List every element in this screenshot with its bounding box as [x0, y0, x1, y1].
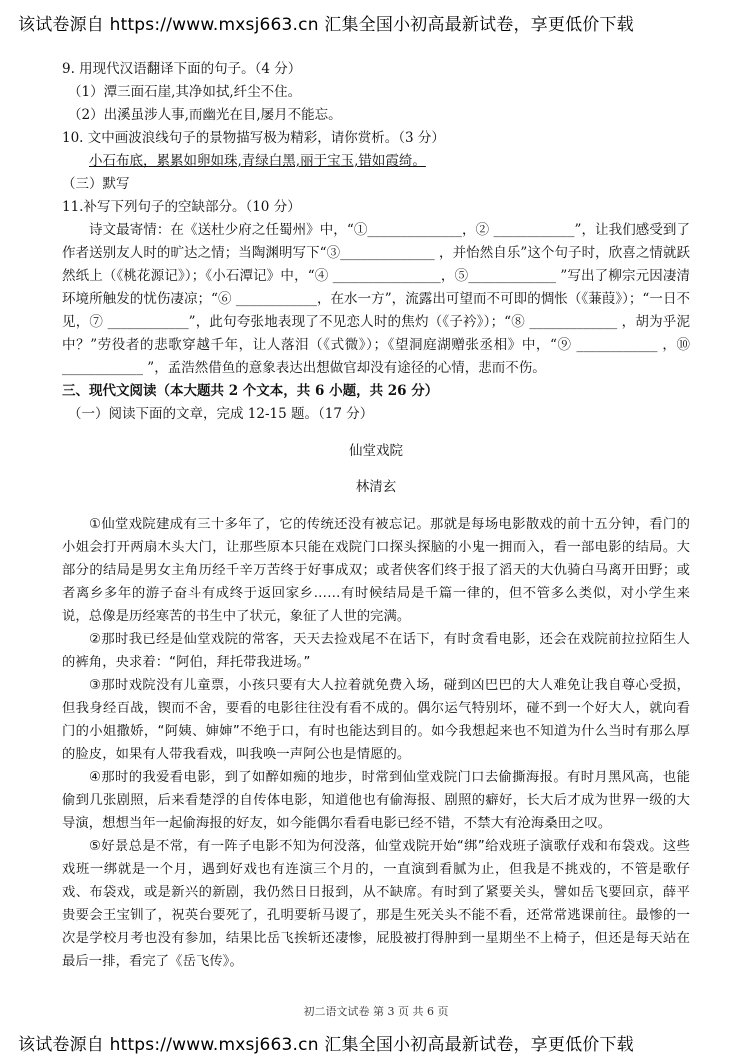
source-banner-top: 该试卷源自 https://www.mxsj663.cn 汇集全国小初高最新试卷，享更低价下载	[18, 15, 634, 35]
source-banner-bottom: 该试卷源自 https://www.mxsj663.cn 汇集全国小初高最新试卷，享更低价下载	[18, 1035, 634, 1055]
question-10-quote: 小石布底，累累如卵如珠,青绿白黑,丽于宝玉,错如霞绮。	[89, 153, 426, 169]
question-9-sentence-1: （1）潭三面石崖,其净如拭,纤尘不住。	[68, 84, 302, 100]
question-10-stem: 10. 文中画波浪线句子的景物描写极为精彩，请你赏析。（3 分）	[62, 130, 445, 146]
story-paragraph-3: ③那时戏院没有儿童票，小孩只要有大人拉着就免费入场，碰到凶巴巴的大人难免让我自尊心受损，但我身经百战，锲而不舍，要看的电影往往没有看不成的。偶尔运气特别坏，碰不到一个好大人，就向看门的小姐撒娇，“阿姨、婶婶”不绝于口，有时也能达到目的。如今我想起来也不知道为什么当时有那么厚的脸皮，如果有人带我看戏，叫我唤一声阿公也是情愿的。	[62, 677, 690, 762]
question-11-body: 诗文最寄情：在《送杜少府之任蜀州》中，“①______________，② ____________”，让我们感受到了作者送别友人时的旷达之情；当陶渊明写下“③______________ ，并怡然自乐”这个句子时，欣喜之情就跃然纸上（《桃花源记》）；《小石潭记》中，“④ ________________，⑤_____________ ”写出了柳宗元因凄清环境所触发的忧伤凄凉；“⑥ ____________，在水一方”，流露出可望而不可即的惆怅（《蒹葭》）；“一日不见，⑦ ____________”，此句夸张地表现了不见恋人时的焦灼（《子衿》）；“⑧ _____________ ，胡为乎泥中？”劳役者的悲歌穿越千年，让人落泪（《式微》）；《望洞庭湖赠张丞相》中，“⑨ ____________ ，⑩ ____________ ”，孟浩然借鱼的意象表达出想做官却没有途径的心情，悲而不伤。	[62, 222, 690, 376]
section-recitation-heading: （三）默写	[62, 176, 130, 192]
question-11-stem: 11.补写下列句子的空缺部分。（10 分）	[62, 199, 301, 215]
story-paragraph-5: ⑤好景总是不常，有一阵子电影不知为何没落，仙堂戏院开始“绑”给戏班子演歌仔戏和布袋戏。这些戏班一绑就是一个月，遇到好戏也有连演三个月的，一直演到看腻为止，但我是不挑戏的，不管是歌仔戏、布袋戏，或是新兴的新剧，我仍然日日报到，从不缺席。有时到了紧要关头，譬如岳飞要回京，薛平贵要会王宝钏了，祝英台要死了，孔明要斩马谡了，那是生死关头不能不看，还常常逃课前往。最惨的一次是学校月考也没有参加，结果比岳飞挨斩还凄惨，屁股被打得肿到一星期坐不上椅子，但还是每天站在最后一排，看完了《岳飞传》。	[62, 838, 690, 969]
question-9-sentence-2: （2）出溪虽涉人事,而幽光在目,屡月不能忘。	[68, 107, 342, 123]
story-paragraph-1: ①仙堂戏院建成有三十多年了，它的传统还没有被忘记。那就是每场电影散戏的前十五分钟，看门的小姐会打开两扇木头大门，让那些原本只能在戏院门口探头探脑的小鬼一拥而入，看一部电影的结局。大部分的结局是男女主角历经千辛万苦终于好事成双；或者侠客们终于报了滔天的大仇骑白马离开田野；或者离乡多年的游子奋斗有成终于返回家乡……有时候结局是千篇一律的，但不管多么类似，对小学生来说，总像是历经寒苦的书生中了状元，象征了人世的完满。	[62, 516, 690, 624]
article-title: 仙堂戏院	[349, 442, 403, 459]
story-paragraph-4: ④那时的我爱看电影，到了如醉如痴的地步，时常到仙堂戏院门口去偷撕海报。有时月黑风高，也能偷到几张剧照，后来看楚浮的自传体电影，知道他也有偷海报、剧照的癖好，长大后才成为世界一级的大导演，想想当年一起偷海报的好友，如今能偶尔看看电影已经不错，不禁大有沧海桑田之叹。	[62, 769, 690, 831]
exam-page-content	[62, 58, 690, 973]
article-author: 林清玄	[355, 479, 397, 495]
question-9-stem: 9. 用现代汉语翻译下面的句子。（4 分）	[62, 61, 302, 77]
part-3-subheading: （一）阅读下面的文章，完成 12-15 题。（17 分）	[68, 406, 374, 422]
question-10-quote-line	[62, 150, 690, 173]
story-paragraph-2: ②那时我已经是仙堂戏院的常客，天天去捡戏尾不在话下，有时贪看电影，还会在戏院前拉拉陌生人的裤角，央求着：“阿伯，拜托带我进场。”	[62, 631, 690, 670]
page-footer: 初二语文试卷 第 3 页 共 6 页	[303, 1005, 449, 1018]
part-3-heading: 三、现代文阅读（本大题共 2 个文本，共 6 小题，共 26 分）	[62, 383, 439, 399]
